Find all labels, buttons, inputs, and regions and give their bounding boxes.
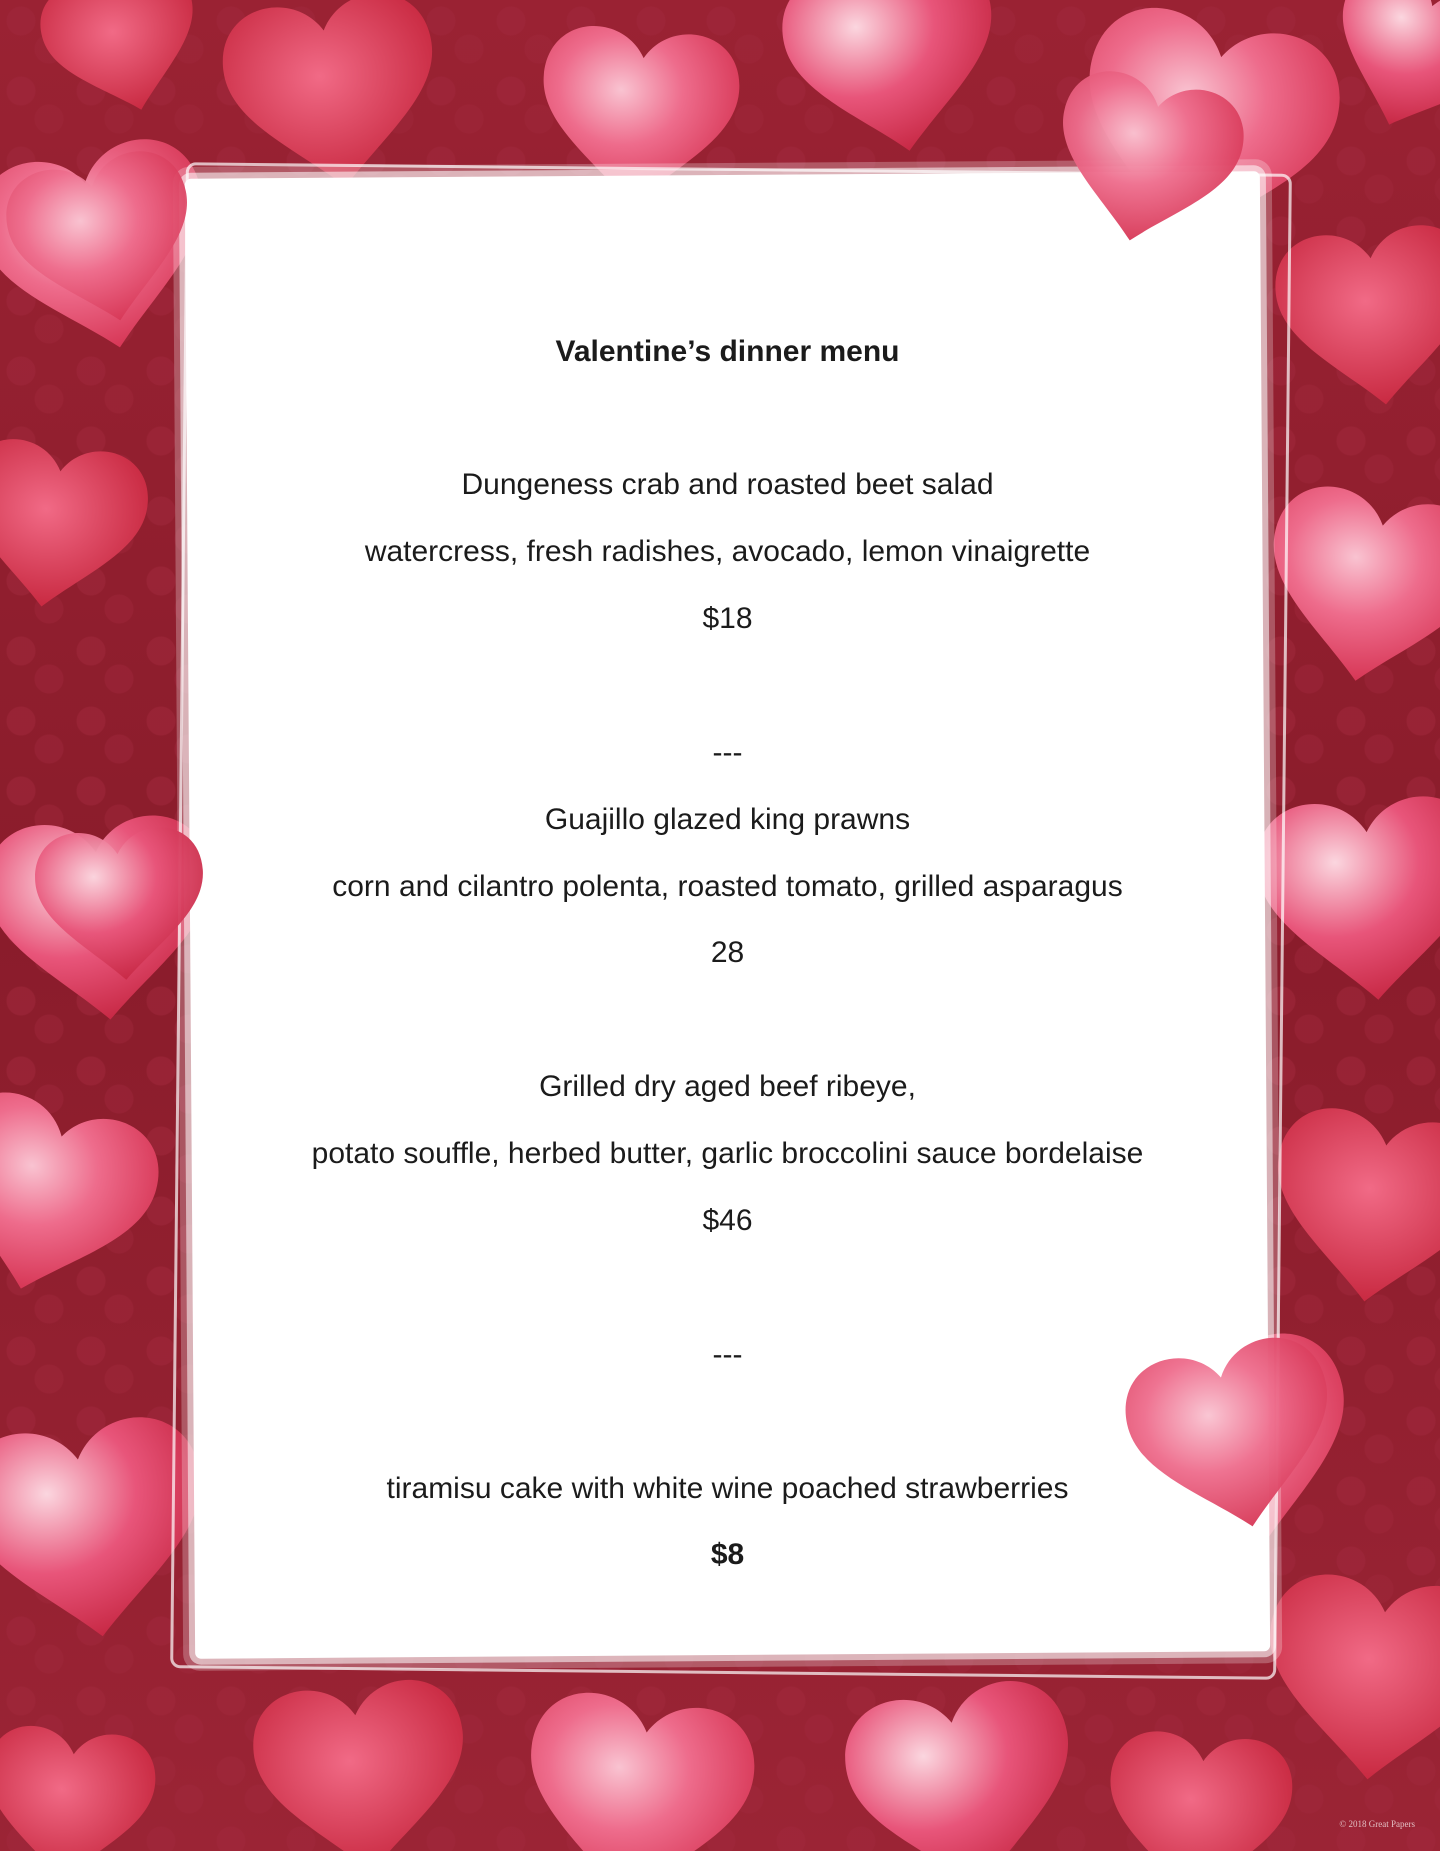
separator-1: ---	[712, 736, 743, 769]
course-2-price: 28	[710, 936, 745, 969]
course-1-name: Dungeness crab and roasted beet salad	[461, 468, 994, 501]
menu-title: Valentine’s dinner menu	[555, 335, 900, 368]
course-2-name: Guajillo glazed king prawns	[544, 803, 911, 836]
course-3-price: $46	[702, 1204, 753, 1237]
course-3-description: potato souffle, herbed butter, garlic broccolini sauce bordelaise	[311, 1137, 1144, 1170]
separator-2: ---	[712, 1338, 743, 1371]
heart-overlap-left-top	[0, 143, 209, 340]
course-4-price: $8	[710, 1538, 745, 1571]
course-3-name: Grilled dry aged beef ribeye,	[539, 1070, 916, 1103]
course-1-price: $18	[702, 602, 753, 635]
copyright-notice: © 2018 Great Papers	[1339, 1819, 1415, 1829]
menu-content	[190, 175, 1265, 1655]
course-4-name: tiramisu cake with white wine poached strawberries	[386, 1472, 1069, 1505]
heart-overlap-left-middle	[32, 824, 210, 985]
course-2-description: corn and cilantro polenta, roasted tomato, grilled asparagus	[332, 870, 1123, 903]
course-1-description: watercress, fresh radishes, avocado, lemon vinaigrette	[364, 535, 1091, 568]
